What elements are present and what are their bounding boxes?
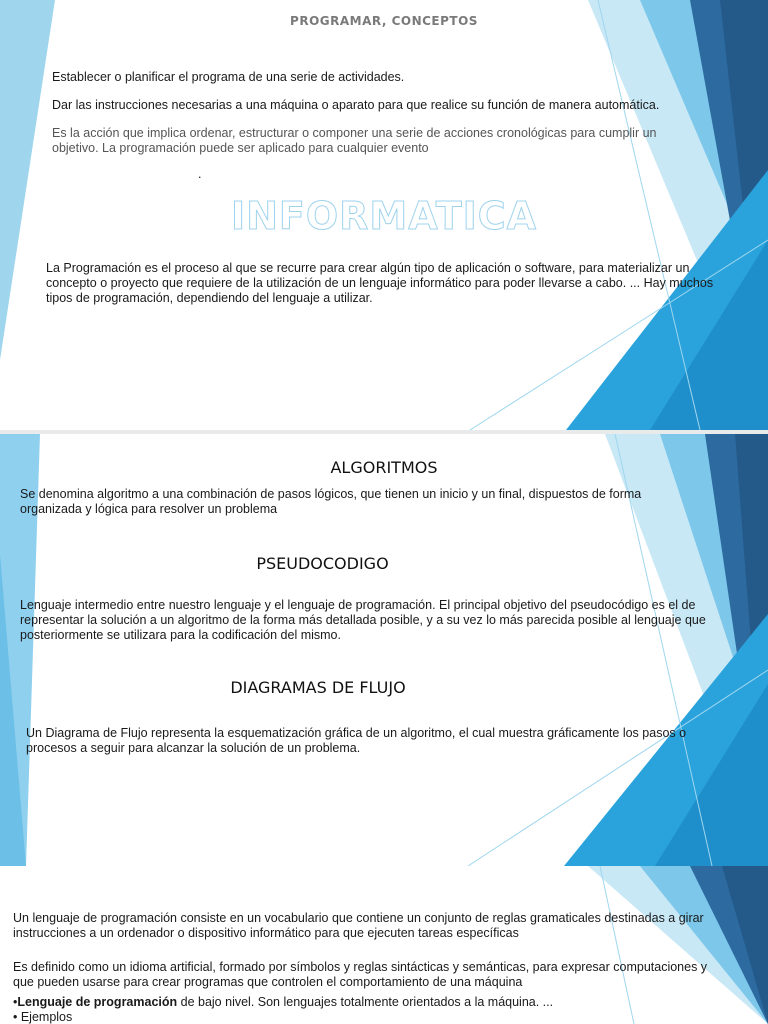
informatica-wordart: INFORMATICA (230, 194, 538, 238)
bullet-ejemplos: • Ejemplos (13, 1010, 73, 1024)
pseudocodigo-paragraph: Lenguaje intermedio entre nuestro lenguaje y el lenguaje de programación. El principal objetivo del pseudocódigo es el de representar la solución a un algoritmo de la forma más detallada posible, y a su vez lo más parecida posible al lenguaje que posteriormente se utilizara para la codificación del mismo. (20, 598, 706, 642)
lenguaje-definition-2: Es definido como un idioma artificial, formado por símbolos y reglas sintácticas y semánticas, para expresar computaciones y que pueden usarse para crear programas que controlen el comportamiento de una máquina (13, 960, 708, 989)
slide-programar-conceptos (0, 0, 768, 430)
slide-title: PROGRAMAR, CONCEPTOS (290, 14, 478, 28)
bullet-bajo-nivel (13, 995, 728, 1010)
bullet-bold-term: Lenguaje de programación (17, 995, 178, 1009)
dot-text: . (198, 167, 202, 181)
diagramas-paragraph: Un Diagrama de Flujo representa la esquematización gráfica de un algoritmo, el cual muestra gráficamente los pasos o procesos a seguir para alcanzar la solución de un problema. (26, 726, 687, 755)
definition-1: Establecer o planificar el programa de una serie de actividades. (52, 70, 405, 84)
definition-2: Dar las instrucciones necesarias a una máquina o aparato para que realice su función de manera automática. (52, 98, 660, 112)
heading-diagramas-de-flujo: DIAGRAMAS DE FLUJO (230, 678, 406, 697)
bullet-marker: • (13, 995, 18, 1009)
slide-algoritmos (0, 434, 768, 866)
lenguaje-definition-1: Un lenguaje de programación consiste en un vocabulario que contiene un conjunto de reglas gramaticales destinadas a girar instrucciones a un ordenador o dispositivo informático para que ejecuten tareas específicas (13, 911, 704, 940)
heading-algoritmos: ALGORITMOS (330, 458, 438, 477)
programacion-paragraph: La Programación es el proceso al que se recurre para crear algún tipo de aplicación o software, para materializar un concepto o proyecto que requiere de la utilización de un lenguaje informático para poder llevarse a cabo. ... Hay muchos tipos de programación, dependiendo del lenguaje a utilizar. (46, 261, 714, 305)
definition-3: Es la acción que implica ordenar, estructurar o componer una serie de acciones cronológicas para cumplir un objetivo. La programación puede ser aplicado para cualquier evento (52, 126, 657, 155)
algoritmos-paragraph: Se denomina algoritmo a una combinación de pasos lógicos, que tienen un inicio y un final, dispuestos de forma organizada y lógica para resolver un problema (20, 487, 642, 516)
bullet-rest-text: de bajo nivel. Son lenguajes totalmente orientados a la máquina. ... (177, 995, 554, 1009)
heading-pseudocodigo: PSEUDOCODIGO (256, 554, 389, 573)
slide-lenguaje-de-programacion (0, 866, 768, 1024)
